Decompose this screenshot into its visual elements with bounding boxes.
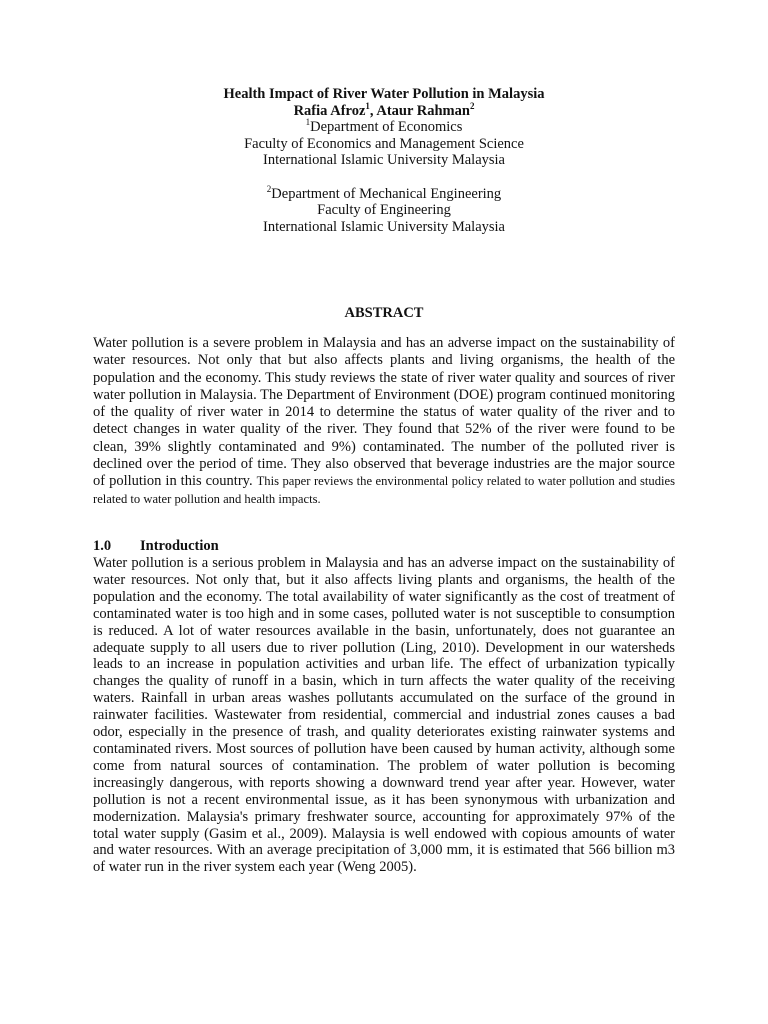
- abstract-heading: ABSTRACT: [344, 305, 424, 321]
- section-number: 1.0: [93, 538, 112, 554]
- affiliation-university: International Islamic University Malaysia: [263, 218, 505, 235]
- affiliation-department: $^1$Department of Economics: [305, 117, 463, 135]
- paper-header: [0, 86, 768, 235]
- affiliation-faculty: Faculty of Engineering: [317, 202, 451, 218]
- paper-authors: Rafia Afroz$^1$, Ataur Rahman$^2$: [293, 100, 475, 119]
- abstract-text-small: This paper reviews the environmental policy related to water pollution and studies related to water pollution and health impacts.: [93, 474, 675, 506]
- affiliation-mark: 1: [305, 117, 311, 128]
- section-heading: [93, 538, 675, 555]
- abstract-body: [93, 335, 675, 508]
- author-mark: 2: [469, 100, 475, 111]
- abstract-text: Water pollution is a severe problem in Malaysia and has an adverse impact on the sustainability of water resources. Not only that but also affects plants and living organisms, the health of the population and the economy. This study reviews the state of river water quality and sources of river water pollution in Malaysia. The Department of Environment (DOE) program continued monitoring of the quality of river water in 2014 to determine the status of water quality of the river and to detect changes in water quality of the river. They found that 52% of the river were found to be clean, 39% slightly contaminated and 9%) contaminated. The number of the polluted river is declined over the period of time. They also observed that beverage industries are the major source of pollution in this country.: [93, 335, 675, 490]
- affiliation-department: $^2$Department of Mechanical Engineering: [266, 183, 502, 202]
- author-name: Rafia Afroz: [293, 102, 366, 119]
- section-body: Water pollution is a serious problem in Malaysia and has an adverse impact on the sustainability of water resources. Not only that, but it also affects living plants and organisms, the health of the population and the economy. The total availability of water significantly as the cost of treatment of contaminated water is too high and in some cases, polluted water is not susceptible to consumption is reduced. A lot of water resources available in the basin, unfortunately, does not guarantee an adequate supply to all users due to river pollution (Ling, 2010). Development in our watersheds leads to an increase in population activities and urban life. The effect of urbanization typically changes the quality of runoff in a basin, which in turn affects the water quality of the receiving waters. Rainfall in urban areas washes pollutants accumulated on the surface of the ground in rainwater facilities. Wastewater from residential, commercial and industrial zones causes a bad odor, especially in the presence of trash, and quality deteriorates existing rainwater systems and contaminated rivers. Most sources of pollution have been caused by human activity, although some come from natural sources of contamination. The problem of water pollution is becoming increasingly dangerous, with reports showing a downward trend year after year. However, water pollution is not a recent environmental issue, as it has been synonymous with urbanization and modernization. Malaysia's primary freshwater source, accounting for approximately 97% of the total water supply (Gasim et al., 2009). Malaysia is well endowed with copious amounts of water and water resources. With an average precipitation of 3,000 mm, it is estimated that 566 billion m3 of water run in the river system each year (Weng 2005).: [93, 555, 675, 876]
- paper-title: Health Impact of River Water Pollution in Malaysia: [223, 86, 545, 102]
- affiliation-university: International Islamic University Malaysia: [263, 152, 505, 168]
- affiliation-faculty: Faculty of Economics and Management Science: [244, 135, 524, 152]
- section-title: Introduction: [140, 538, 219, 554]
- author-name: Ataur Rahman: [376, 102, 470, 119]
- author-mark: 1: [365, 100, 370, 111]
- affiliation-mark: 2: [266, 183, 272, 194]
